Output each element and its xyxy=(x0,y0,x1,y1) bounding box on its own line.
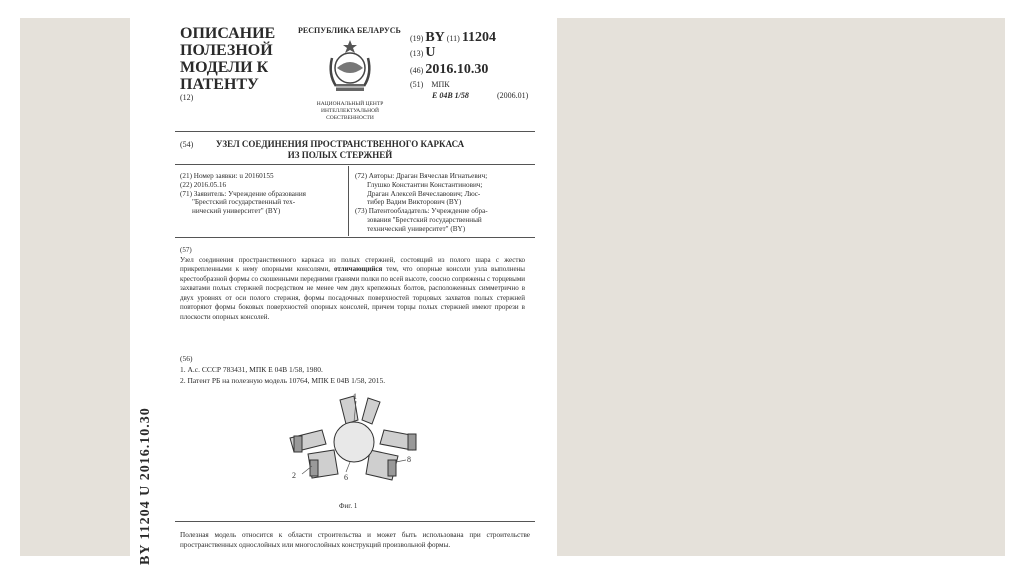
side-patent-code: BY 11204 U 2016.10.30 xyxy=(138,407,153,565)
divider xyxy=(175,237,535,238)
node-drawing xyxy=(280,390,430,500)
field-12: (12) xyxy=(180,93,194,102)
patent-kind: U xyxy=(425,45,436,60)
patent-number: 11204 xyxy=(461,30,497,45)
field-19-11: (19) BY (11) 11204 xyxy=(410,30,497,45)
field-46: (46) 2016.10.30 xyxy=(410,62,489,77)
republic-label: РЕСПУБЛИКА БЕЛАРУСЬ xyxy=(298,26,401,35)
state-emblem-icon xyxy=(322,38,378,98)
right-margin-panel xyxy=(557,18,1005,556)
national-center-label: НАЦИОНАЛЬНЫЙ ЦЕНТР ИНТЕЛЛЕКТУАЛЬНОЙ СОБСТВЕННОСТИ xyxy=(316,101,384,121)
figure-label: 6 xyxy=(344,473,348,482)
publication-date: 2016.10.30 xyxy=(425,62,489,77)
figure-label: 8 xyxy=(407,455,411,464)
figure-caption: Фиг. 1 xyxy=(339,502,358,510)
divider xyxy=(175,521,535,522)
references: (56) 1. А.с. СССР 783431, МПК Е 04В 1/58, 1980. 2. Патент РБ на полезную модель 10764, МПК Е 04В 1/58, 2015. xyxy=(180,354,386,385)
field-51: (51) МПК xyxy=(410,80,450,89)
abstract: (57) Узел соединения пространственного каркаса из полых стержней, состоящий из полого шара с жестко прикрепленными к нему опорными консолями, отличающийся тем, что опорные консоли узла выполнены крестообразной формы со скошенными передними гранями полки по всей высоте, соосно сопряжены с торцевыми захватами полых стержней посредством не менее чем двух крепежных болтов, расположенных симметрично в двух уровнях от оси полого стержня, формы посадочных поверхностей торцовых захватов полых стержней повторяют формы боковых поверхностей опорных консолей, причем торцы полых стержней имеют прорези в плоскости опорных консолей. xyxy=(180,246,526,321)
invention-title: УЗЕЛ СОЕДИНЕНИЯ ПРОСТРАНСТВЕННОГО КАРКАСА ИЗ ПОЛЫХ СТЕРЖНЕЙ xyxy=(215,139,465,160)
divider xyxy=(175,164,535,165)
figure-label: 2 xyxy=(292,471,296,480)
document-title: ОПИСАНИЕ ПОЛЕЗНОЙ МОДЕЛИ К ПАТЕНТУ xyxy=(180,25,276,93)
field-13: (13) U xyxy=(410,45,436,60)
description-intro: Полезная модель относится к области строительства и может быть использована при строительстве пространственных однослойных или многослойных конструкций произвольной формы. xyxy=(180,531,530,549)
ipc-year: (2006.01) xyxy=(497,91,529,100)
field-54: (54) xyxy=(180,140,194,149)
bibliographic-left: (21) Номер заявки: u 20160155 (22) 2016.05.16 (71) Заявитель: Учреждение образования "Брестский государственный тех- нический университет" (BY) xyxy=(180,172,306,216)
bibliographic-right: (72) Авторы: Драган Вячеслав Игнатьевич; Глушко Константин Константинович; Драган Алексей Вячеславович; Люс- тибер Вадим Викторович (BY) (73) Патентообладатель: Учреждение обра- зования "Брестский государственный технический университет" (BY) xyxy=(355,172,488,233)
column-divider xyxy=(348,166,349,236)
country-code: BY xyxy=(425,30,445,45)
figure-label: 1 xyxy=(353,392,357,401)
divider xyxy=(175,131,535,132)
ipc-class: E 04B 1/58 xyxy=(432,91,469,100)
left-margin-panel xyxy=(20,18,130,556)
